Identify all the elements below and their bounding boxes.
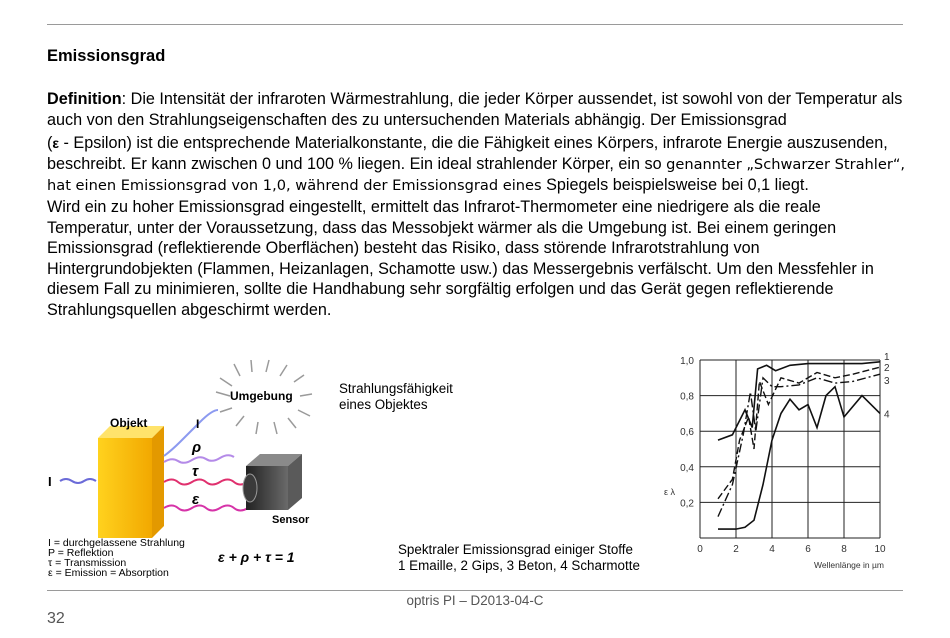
series-label-2: 2 [884, 363, 890, 375]
series-label-3: 3 [884, 376, 890, 388]
y-tick-label: 0,6 [680, 427, 694, 439]
emission-wave [164, 506, 248, 511]
tau-label: τ [192, 463, 199, 480]
epsilon-paragraph [47, 133, 907, 197]
series-line-4 [718, 387, 880, 529]
y-tick-label: 0,2 [680, 498, 694, 510]
reflected-wave [164, 410, 218, 456]
x-tick-label: 4 [769, 544, 775, 555]
body-text [47, 89, 907, 321]
incoming-i-label: I [48, 474, 52, 489]
reflected-i-label: I [196, 417, 200, 431]
footer-doc-id: optris PI – D2013-04-C [406, 593, 544, 608]
x-tick-label: 10 [874, 544, 886, 555]
y-tick-label: 0,4 [680, 462, 694, 474]
bottom-rule [47, 590, 903, 591]
epsilon-symbol: ε [52, 135, 60, 152]
y-tick-label: 1,0 [680, 356, 694, 367]
radiation-caption-line1: Strahlungsfähigkeit [339, 381, 453, 396]
epsilon-text: - Epsilon) ist die entsprechende Materialkonstante, die die Fähigkeit eines Körpers, infrarote Energie auszusenden, beschreibt. Er kann zwischen 0 und 100 % liegen. Ein ideal strahlender Körper, ein so [47, 134, 888, 173]
series-line-2 [718, 367, 880, 499]
legend-reflection: P = Reflektion [48, 547, 114, 559]
emission-diagram [40, 358, 345, 580]
y-axis-label: ε λ [664, 487, 676, 497]
section-heading: Emissionsgrad [47, 47, 166, 65]
x-tick-label: 6 [805, 544, 811, 555]
legend-emission: ε = Emission = Absorption [48, 567, 169, 579]
definition-label: Definition [47, 90, 122, 108]
environment-label: Umgebung [230, 389, 293, 403]
object-side-face [152, 426, 164, 538]
spectral-emissivity-chart [660, 350, 908, 576]
transmission-wave [164, 480, 248, 485]
x-tick-label: 8 [841, 544, 847, 555]
measurement-paragraph: Wird ein zu hoher Emissionsgrad eingestellt, ermittelt das Infrarot-Thermometer eine niedrigere als die reale Temperatur, unter der Voraussetzung, dass das Messobjekt wärmer als die Umgebung ist. Bei einem geringen Emissionsgrad (reflektierende Oberflächen) besteht das Risiko, dass störende Infrarotstrahlung von Hintergrundobjekten (Flammen, Heizanlagen, Schamotte usw.) das Messergebnis verfälscht. Um den Messfehler in diesem Fall zu minimieren, sollte die Handhabung sehr sorgfältig erfolgen und das Gerät gegen reflektierende Strahlungsquellen abgeschirmt werden. [47, 197, 874, 319]
radiation-caption-line2: eines Objektes [339, 397, 428, 412]
object-label: Objekt [110, 416, 148, 430]
y-tick-label: 0,8 [680, 391, 694, 403]
eps-label: ε [192, 491, 200, 508]
chart-grid [700, 360, 880, 538]
series-label-1: 1 [884, 351, 890, 363]
chart-series [718, 362, 880, 529]
page-number: 32 [47, 610, 65, 627]
incoming-wave [60, 479, 96, 483]
energy-formula: ε + ρ + τ = 1 [218, 549, 295, 565]
legend-transmission: τ = Transmission [48, 557, 127, 569]
sensor-label: Sensor [272, 514, 310, 526]
spectral-caption-line1: Spektraler Emissionsgrad einiger Stoffe [398, 542, 633, 557]
definition-paragraph [47, 89, 907, 130]
top-rule [47, 24, 903, 25]
spectral-caption [398, 542, 640, 574]
series-label-4: 4 [884, 409, 890, 421]
sensor-lens [243, 474, 257, 502]
rho-label: ρ [192, 439, 202, 456]
black-body-text: genannter „Schwarzer Strahler“, hat einen Emissionsgrad von 1,0, während der Emissionsgrad eines [47, 155, 906, 195]
paren-open: ( [47, 134, 53, 153]
x-tick-label: 2 [733, 544, 739, 555]
mirror-text: Spiegels beispielsweise bei 0,1 liegt. [541, 176, 809, 195]
legend-transmitted: I = durchgelassene Strahlung [48, 537, 185, 549]
definition-text: : Die Intensität der infraroten Wärmestrahlung, die jeder Körper aussendet, ist sowohl von der Temperatur als auch von den Strahlungseigenschaften des zu untersuchenden Materials abhängig. Der Emissionsgrad [47, 90, 903, 129]
radiation-caption [339, 381, 453, 413]
object-box [98, 438, 152, 538]
x-tick-label: 0 [697, 544, 703, 555]
chart-series-labels [884, 352, 890, 421]
spectral-caption-line2: 1 Emaille, 2 Gips, 3 Beton, 4 Scharmotte [398, 558, 640, 573]
x-axis-label: Wellenlänge in µm [814, 560, 884, 570]
reflection-wave [164, 455, 234, 463]
